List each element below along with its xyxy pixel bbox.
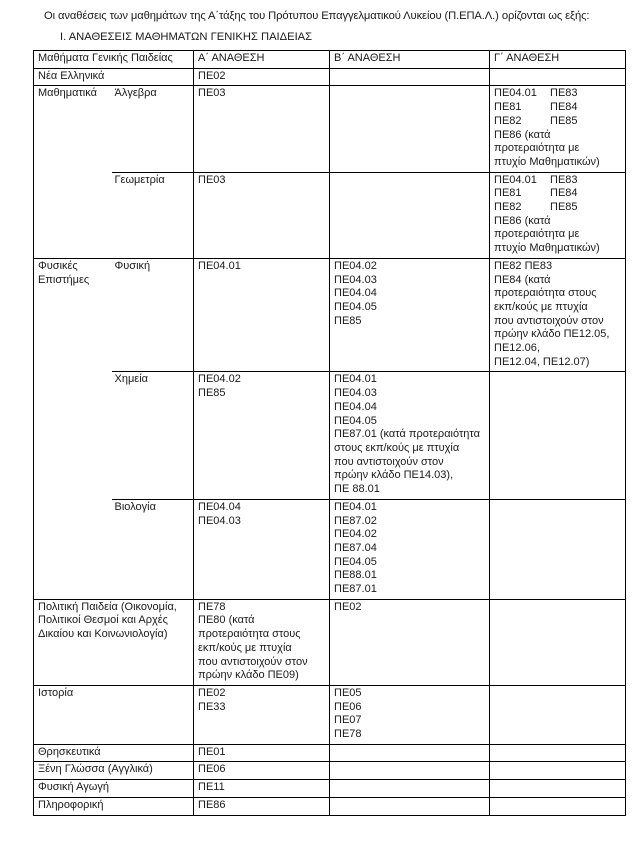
subject-label: Φυσική Αγωγή bbox=[38, 781, 109, 794]
subject-label: Επιστήμες bbox=[38, 273, 90, 286]
subject-label: Πληροφορική bbox=[38, 798, 104, 811]
subsubject-label: Φυσική bbox=[114, 259, 151, 272]
row-physical-education bbox=[34, 780, 626, 798]
row-politiki-paideia: Πολιτική Παιδεία (Οικονομία, Πολιτικοί Θεσμοί και Αρχές Δικαίου και Κοινωνιολογία) ΠΕ78 ΠΕ80 (κατά προτεραιότητα στους εκπ/κούς με πτυχία που αντιστοιχούν στον πρώην κλάδο ΠΕ09) ΠΕ02 bbox=[34, 599, 626, 685]
row-religion bbox=[34, 744, 626, 762]
row-informatics bbox=[34, 797, 626, 815]
intro-text: Οι αναθέσεις των μαθημάτων της Α΄τάξης του Πρότυπου Επαγγελματικού Λυκείου (Π.ΕΠΑ.Λ.) ορίζονται ως εξής: bbox=[44, 10, 590, 22]
section-title: Ι. ΑΝΑΘΕΣΕΙΣ ΜΑΘΗΜΑΤΩΝ ΓΕΝΙΚΗΣ ΠΑΙΔΕΙΑΣ bbox=[60, 31, 313, 43]
row-science-chemistry: Χημεία ΠΕ04.02 ΠΕ85 ΠΕ04.01 ΠΕ04.03 ΠΕ04.04 ΠΕ04.05 ΠΕ87.01 (κατά προτεραιότητα στους εκπ/κούς με πτυχία που αντιστοιχούν στον πρώην κλάδο ΠΕ14.03), ΠΕ 88.01 bbox=[34, 372, 626, 499]
subject-label: Φυσικές bbox=[38, 259, 78, 272]
subsubject-label: Βιολογία bbox=[114, 500, 156, 513]
code-pair: ΠΕ81 ΠΕ84 bbox=[494, 187, 578, 200]
subject-label: Νέα Ελληνικά bbox=[38, 69, 105, 82]
row-nea-ellinika bbox=[34, 68, 626, 86]
assignment-code: ΠΕ01 bbox=[198, 745, 226, 758]
subject-label: Ξένη Γλώσσα (Αγγλικά) bbox=[38, 763, 153, 776]
assignment-code: ΠΕ02 bbox=[198, 69, 226, 82]
row-math-geometry: Γεωμετρία ΠΕ03 ΠΕ04.01 ΠΕ83 ΠΕ81 ΠΕ84 ΠΕ82 ΠΕ85 ΠΕ86 (κατά προτεραιότητα με πτυχίο Μαθηματικών) bbox=[34, 172, 626, 258]
assignments-table bbox=[33, 50, 626, 816]
assignment-code: ΠΕ11 bbox=[198, 781, 225, 794]
code-pair: ΠΕ81 ΠΕ84 bbox=[494, 101, 578, 114]
subject-label: Μαθηματικά bbox=[38, 87, 97, 100]
assignment-code: ΠΕ86 bbox=[198, 798, 226, 811]
row-history: Ιστορία ΠΕ02 ΠΕ33 ΠΕ05 ΠΕ06 ΠΕ07 ΠΕ78 bbox=[34, 685, 626, 744]
subject-label: Ιστορία bbox=[38, 686, 74, 699]
assignment-code: ΠΕ04.01 bbox=[198, 259, 241, 272]
code-pair: ΠΕ82 ΠΕ85 bbox=[494, 201, 578, 214]
header-subjects: Μαθήματα Γενικής Παιδείας bbox=[34, 51, 194, 69]
header-assignment-c: Γ΄ ΑΝΑΘΕΣΗ bbox=[490, 51, 626, 69]
assignment-code: ΠΕ03 bbox=[198, 173, 226, 186]
row-science-biology: Βιολογία ΠΕ04.04 ΠΕ04.03 ΠΕ04.01 ΠΕ87.02 ΠΕ04.02 ΠΕ87.04 ΠΕ04.05 ΠΕ88.01 ΠΕ87.01 bbox=[34, 499, 626, 599]
subject-label: Θρησκευτικά bbox=[38, 745, 101, 758]
assignment-code: ΠΕ06 bbox=[198, 763, 226, 776]
assignment-code: ΠΕ03 bbox=[198, 87, 226, 100]
subject-label: Δικαίου και Κοινωνιολογία) bbox=[38, 628, 168, 641]
code-pair: ΠΕ04.01 ΠΕ83 bbox=[494, 173, 578, 186]
code-pair: ΠΕ82 ΠΕ85 bbox=[494, 114, 578, 127]
subject-label: Πολιτική Παιδεία (Οικονομία, bbox=[38, 600, 177, 613]
subsubject-label: Άλγεβρα bbox=[114, 87, 157, 100]
subsubject-label: Γεωμετρία bbox=[114, 173, 165, 186]
subsubject-label: Χημεία bbox=[114, 373, 148, 386]
row-math-algebra: Μαθηματικά Άλγεβρα ΠΕ03 ΠΕ04.01 ΠΕ83 ΠΕ81 ΠΕ84 ΠΕ82 ΠΕ85 ΠΕ86 (κατά προτεραιότητα με πτυχίο Μαθηματικών) bbox=[34, 86, 626, 172]
header-row bbox=[34, 51, 626, 69]
header-assignment-b: Β΄ ΑΝΑΘΕΣΗ bbox=[330, 51, 490, 69]
row-english bbox=[34, 762, 626, 780]
code-pair: ΠΕ04.01 ΠΕ83 bbox=[494, 87, 578, 100]
subject-label: Πολιτικοί Θεσμοί και Αρχές bbox=[38, 614, 168, 627]
row-science-physics: Φυσικές Επιστήμες Φυσική ΠΕ04.01 ΠΕ04.02 ΠΕ04.03 ΠΕ04.04 ΠΕ04.05 ΠΕ85 ΠΕ82 ΠΕ83 ΠΕ84 (κατά προτεραιότητα στους εκπ/κούς με πτυχία που αντιστοιχούν στον πρώην κλάδο ΠΕ12.05, ΠΕ12.06, ΠΕ12.04, ΠΕ12.07) bbox=[34, 258, 626, 372]
header-assignment-a: Α΄ ΑΝΑΘΕΣΗ bbox=[194, 51, 330, 69]
